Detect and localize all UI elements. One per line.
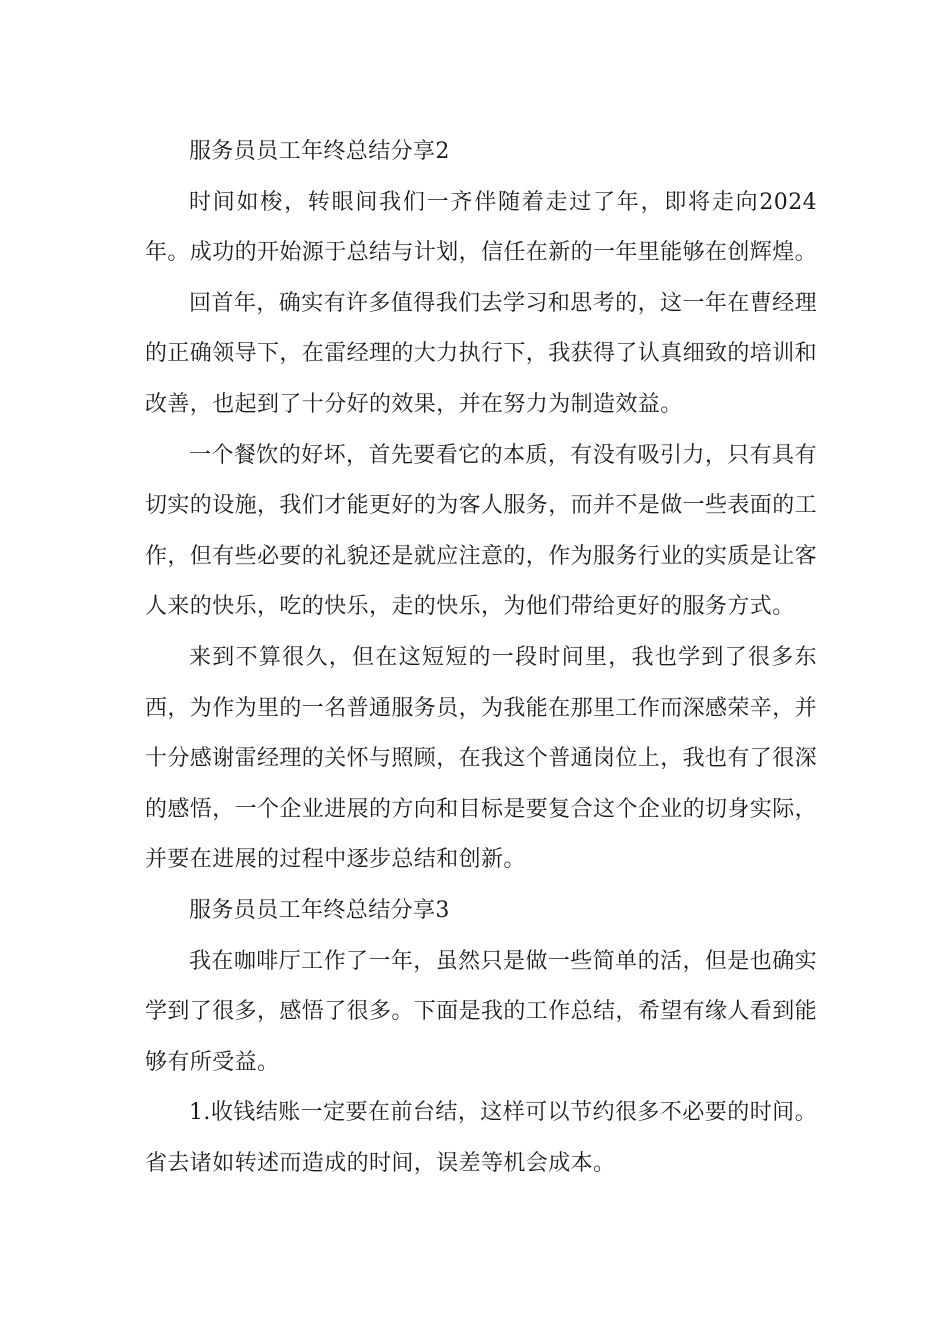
paragraph: 来到不算很久，但在这短短的一段时间里，我也学到了很多东西，为作为里的一名普通服务员，为我能在那里工作而深感荣辛，并十分感谢雷经理的关怀与照顾，在我这个普通岗位上，我也有了很深的感悟，一个企业进展的方向和目标是要复合这个企业的切身实际，并要在进展的过程中逐步总结和创新。 — [145, 644, 818, 873]
document-body — [145, 127, 817, 1189]
section-heading-3: 服务员员工年终总结分享3 — [189, 897, 450, 923]
paragraph: 时间如梭，转眼间我们一齐伴随着走过了年，即将走向2024年。成功的开始源于总结与计划，信任在新的一年里能够在创辉煌。 — [145, 189, 818, 266]
section-heading-2: 服务员员工年终总结分享2 — [189, 139, 450, 164]
paragraph: 一个餐饮的好坏，首先要看它的本质，有没有吸引力，只有具有切实的设施，我们才能更好的为客人服务，而并不是做一些表面的工作，但有些必要的礼貌还是就应注意的，作为服务行业的实质是让客人来的快乐，吃的快乐，走的快乐，为他们带给更好的服务方式。 — [145, 442, 818, 620]
paragraph: 回首年，确实有许多值得我们去学习和思考的，这一年在曹经理的正确领导下，在雷经理的大力执行下，我获得了认真细致的培训和改善，也起到了十分好的效果，并在努力为制造效益。 — [145, 290, 818, 417]
paragraph: 1.收钱结账一定要在前台结，这样可以节约很多不必要的时间。省去诸如转述而造成的时间，误差等机会成本。 — [145, 1100, 817, 1176]
paragraph: 我在咖啡厅工作了一年，虽然只是做一些简单的活，但是也确实学到了很多，感悟了很多。下面是我的工作总结，希望有缘人看到能够有所受益。 — [145, 948, 818, 1075]
